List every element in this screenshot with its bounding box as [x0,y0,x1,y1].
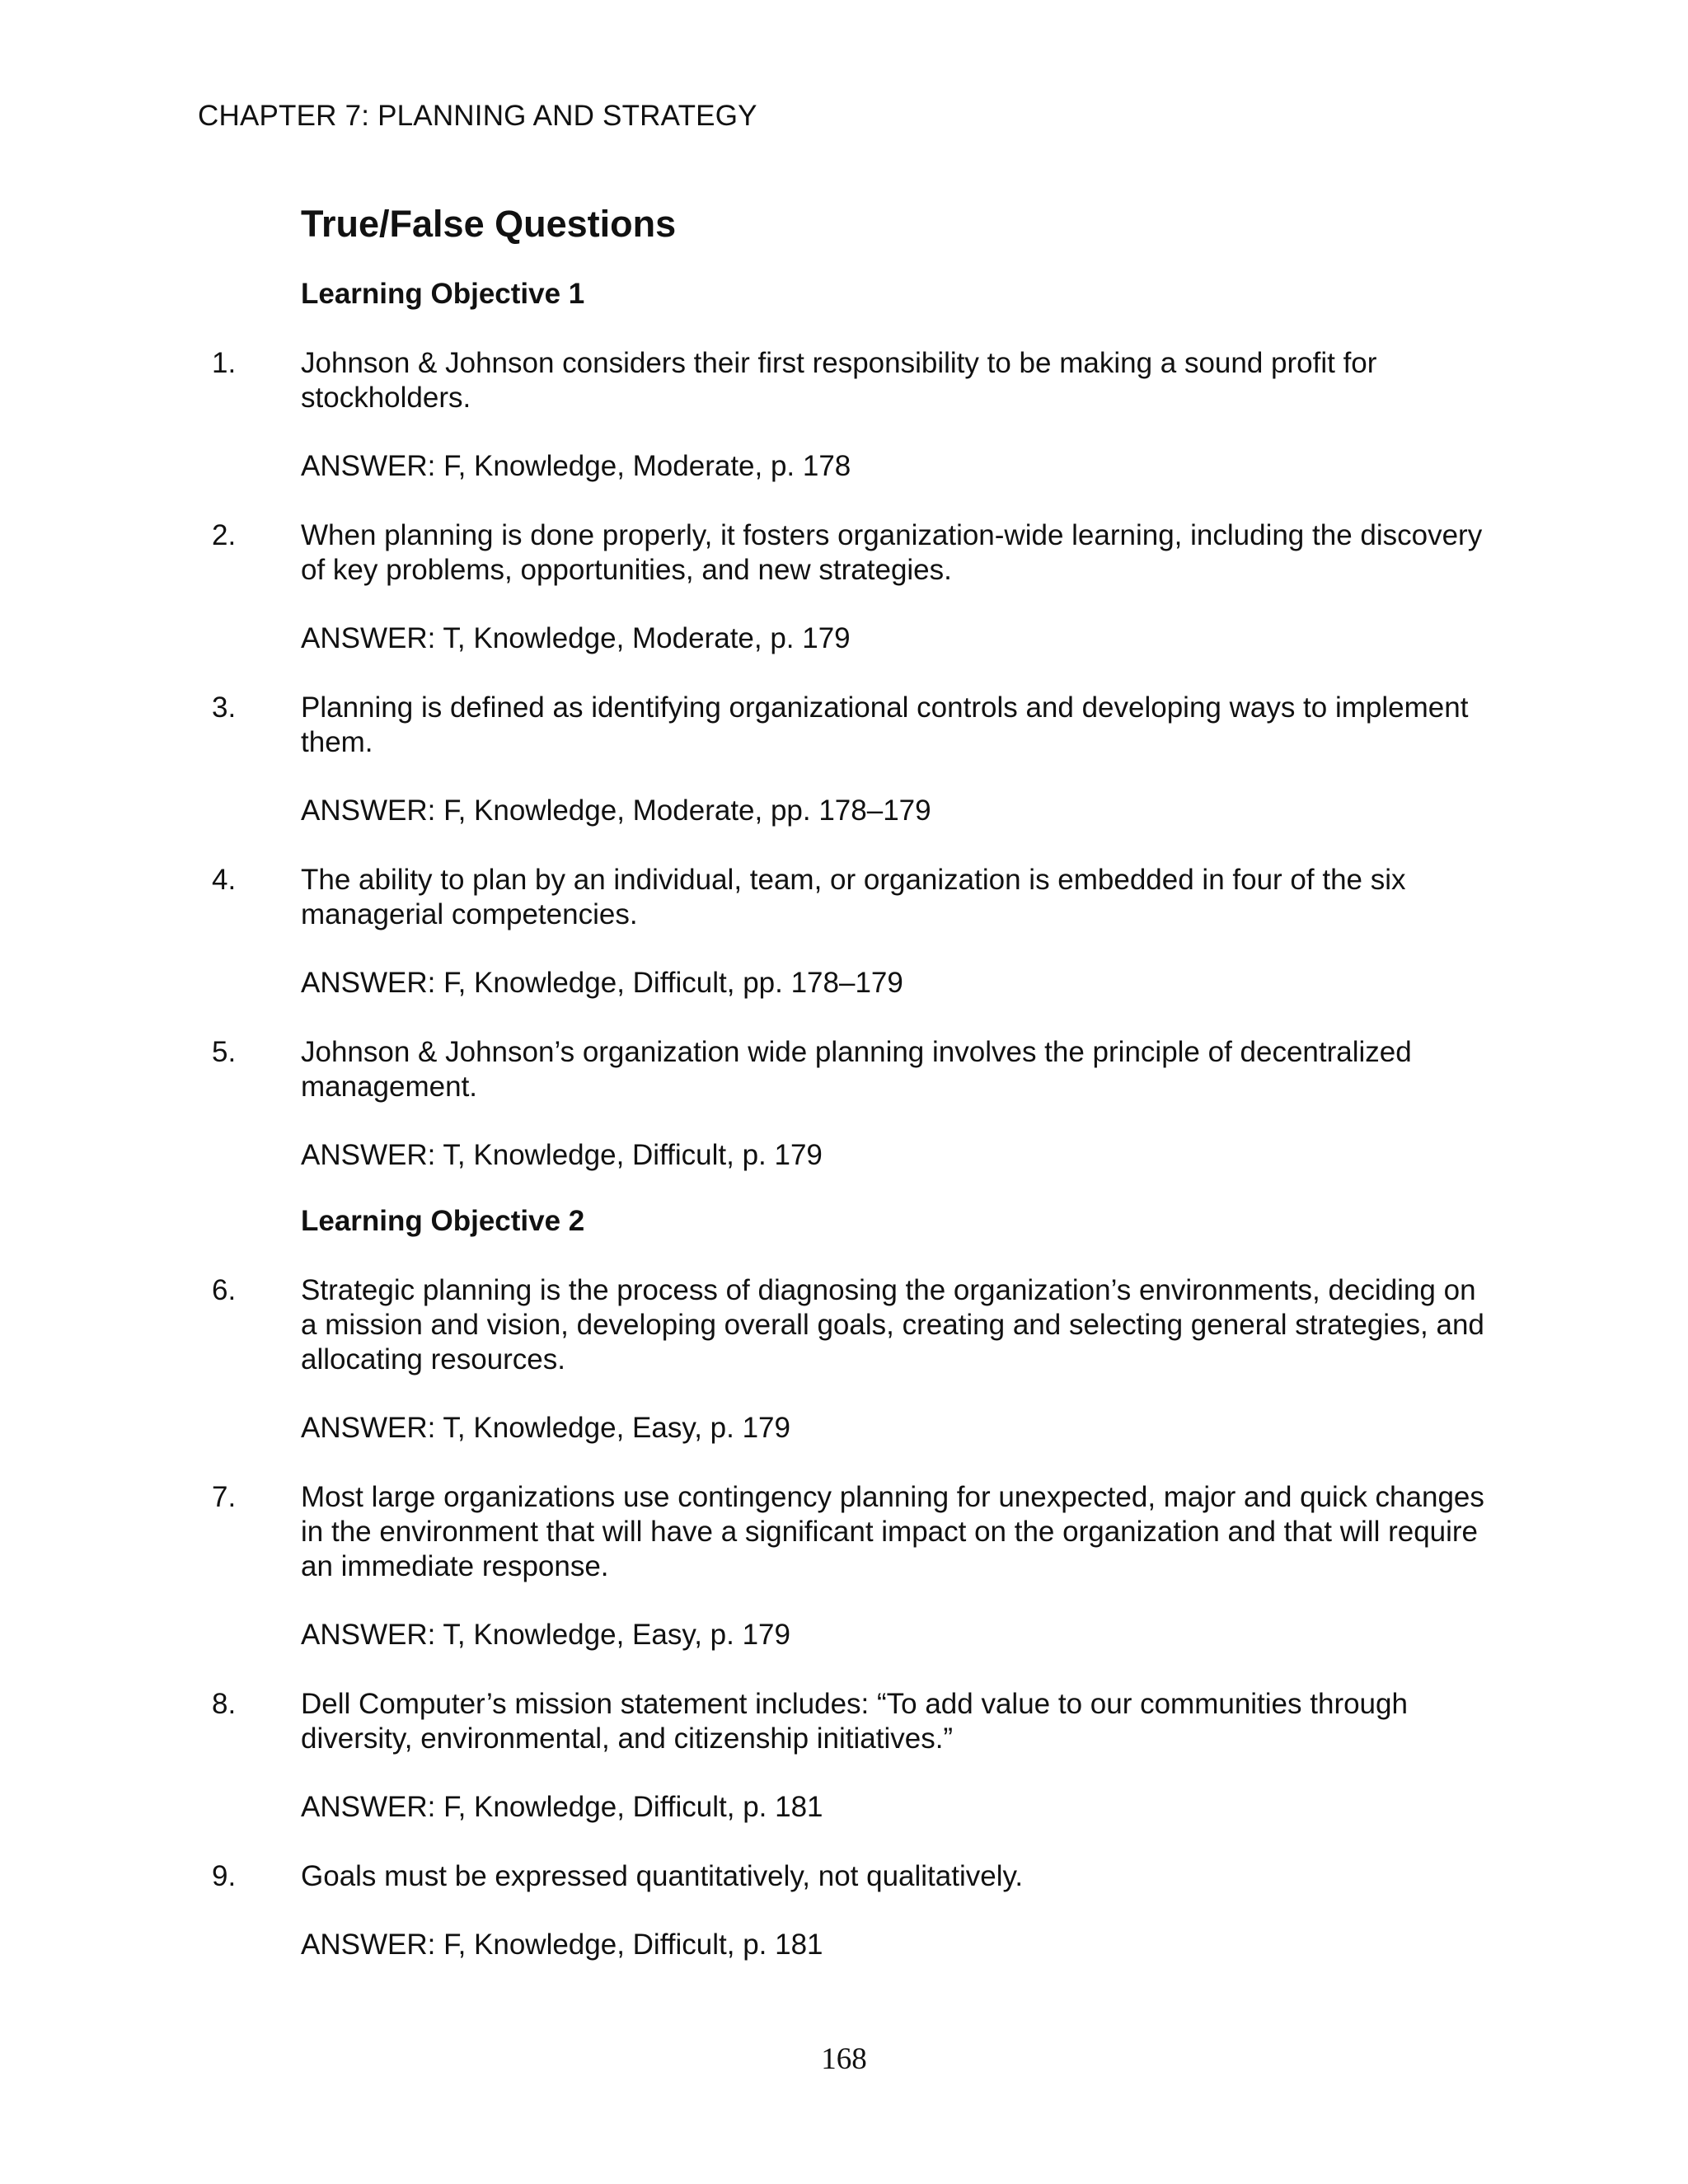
question-text: Strategic planning is the process of diagnosing the organization’s environments, deciding on a mission and vision, developing overall goals, creating and selecting general strategies, and allocating resources. [301,1274,1484,1376]
question-number: 9. [212,1860,237,1892]
answer-line: ANSWER: T, Knowledge, Easy, p. 179 [301,1619,790,1651]
answer-line: ANSWER: T, Knowledge, Difficult, p. 179 [301,1139,823,1171]
answer-line: ANSWER: F, Knowledge, Moderate, pp. 178–179 [301,794,931,827]
question-item [212,1687,1496,1756]
question-number: 1. [212,347,237,379]
answer-line: ANSWER: F, Knowledge, Moderate, p. 178 [301,450,851,482]
question-number: 8. [212,1688,237,1720]
answer-line: ANSWER: F, Knowledge, Difficult, pp. 178–179 [301,967,903,999]
question-number: 7. [212,1481,237,1513]
learning-objective-heading: Learning Objective 2 [301,1205,585,1237]
question-number: 5. [212,1036,237,1068]
question-text: Goals must be expressed quantitatively, not qualitatively. [301,1860,1024,1892]
question-item [212,518,1496,588]
section-title: True/False Questions [301,203,677,245]
question-text: Dell Computer’s mission statement includes: “To add value to our communities through diversity, environmental, and citizenship initiatives.” [301,1688,1408,1755]
question-item [212,1035,1496,1104]
page-number: 168 [821,2042,867,2076]
page-content [0,203,1688,1962]
answer-line: ANSWER: T, Knowledge, Moderate, p. 179 [301,622,851,654]
running-header: CHAPTER 7: PLANNING AND STRATEGY [198,100,757,132]
question-text: The ability to plan by an individual, team, or organization is embedded in four of the six managerial competencies. [301,864,1406,930]
learning-objective-heading: Learning Objective 1 [301,278,585,310]
question-text: Planning is defined as identifying organizational controls and developing ways to implement them. [301,691,1469,758]
question-text: Johnson & Johnson’s organization wide planning involves the principle of decentralized management. [301,1036,1412,1103]
question-number: 2. [212,519,237,551]
question-item [212,691,1496,760]
answer-line: ANSWER: F, Knowledge, Difficult, p. 181 [301,1791,823,1823]
question-number: 6. [212,1274,237,1306]
question-item [212,346,1496,415]
question-number: 4. [212,864,237,896]
question-item [212,1859,1496,1894]
answer-line: ANSWER: F, Knowledge, Difficult, p. 181 [301,1929,823,1961]
question-item [212,1480,1496,1584]
question-item [212,1273,1496,1377]
question-text: When planning is done properly, it fosters organization-wide learning, including the discovery of key problems, opportunities, and new strategies. [301,519,1483,586]
answer-line: ANSWER: T, Knowledge, Easy, p. 179 [301,1412,790,1444]
question-item [212,863,1496,932]
question-text: Johnson & Johnson considers their first responsibility to be making a sound profit for stockholders. [301,347,1377,414]
question-number: 3. [212,691,237,724]
question-text: Most large organizations use contingency planning for unexpected, major and quick changes in the environment that will have a significant impact on the organization and that will require an immediate response. [301,1481,1484,1582]
